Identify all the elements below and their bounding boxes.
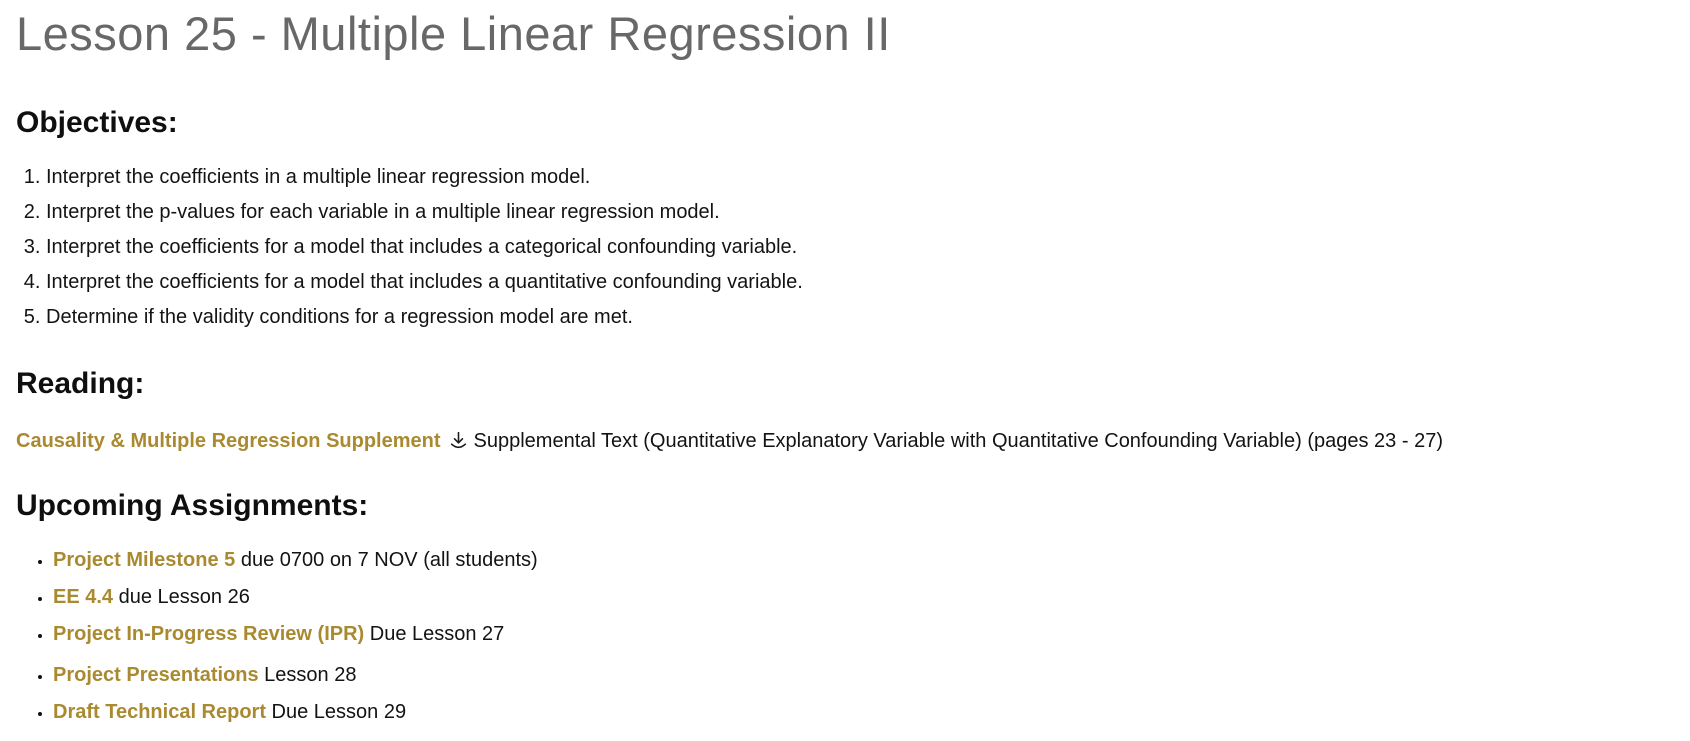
download-icon[interactable] xyxy=(448,430,469,451)
reading-supplement-link[interactable]: Causality & Multiple Regression Supplement xyxy=(16,430,441,453)
assignment-detail: Due Lesson 29 xyxy=(266,700,407,723)
reading-heading: Reading: xyxy=(16,366,145,400)
assignment-detail: due Lesson 26 xyxy=(113,585,250,608)
objective-item: 4. Interpret the coefficients for a model that includes a quantitative confounding variable. xyxy=(46,269,1674,296)
assignments-list-1 xyxy=(16,547,1674,648)
assignment-link[interactable]: EE 4.4 xyxy=(53,585,114,608)
assignments-list-2 xyxy=(16,662,1674,726)
objectives-list xyxy=(16,164,1674,331)
assignment-item xyxy=(53,621,1674,648)
assignment-link[interactable]: Draft Technical Report xyxy=(53,700,266,723)
assignment-link[interactable]: Project In-Progress Review (IPR) xyxy=(53,622,365,645)
assignment-item xyxy=(53,699,1674,726)
assignment-link[interactable]: Project Milestone 5 xyxy=(53,548,236,571)
assignment-item xyxy=(53,547,1674,574)
reading-description: Supplemental Text (Quantitative Explanatory Variable with Quantitative Confounding Variable) (pages 23 - 27) xyxy=(473,430,1443,453)
objective-item: 2. Interpret the p-values for each variable in a multiple linear regression model. xyxy=(46,199,1674,226)
upcoming-assignments-heading: Upcoming Assignments: xyxy=(16,489,369,523)
objective-item: 1. Interpret the coefficients in a multiple linear regression model. xyxy=(46,164,1674,191)
objective-item: 3. Interpret the coefficients for a model that includes a categorical confounding variable. xyxy=(46,234,1674,261)
objectives-heading: Objectives: xyxy=(16,106,178,140)
page-title: Lesson 25 - Multiple Linear Regression II xyxy=(16,7,891,60)
assignment-item xyxy=(53,584,1674,611)
assignment-item xyxy=(53,662,1674,689)
reading-line xyxy=(16,428,1674,455)
assignment-detail: Lesson 28 xyxy=(258,663,357,686)
assignment-detail: Due Lesson 27 xyxy=(364,622,505,645)
assignment-detail: due 0700 on 7 NOV (all students) xyxy=(235,548,538,571)
objective-item: 5. Determine if the validity conditions for a regression model are met. xyxy=(46,304,1674,331)
assignment-link[interactable]: Project Presentations xyxy=(53,663,259,686)
